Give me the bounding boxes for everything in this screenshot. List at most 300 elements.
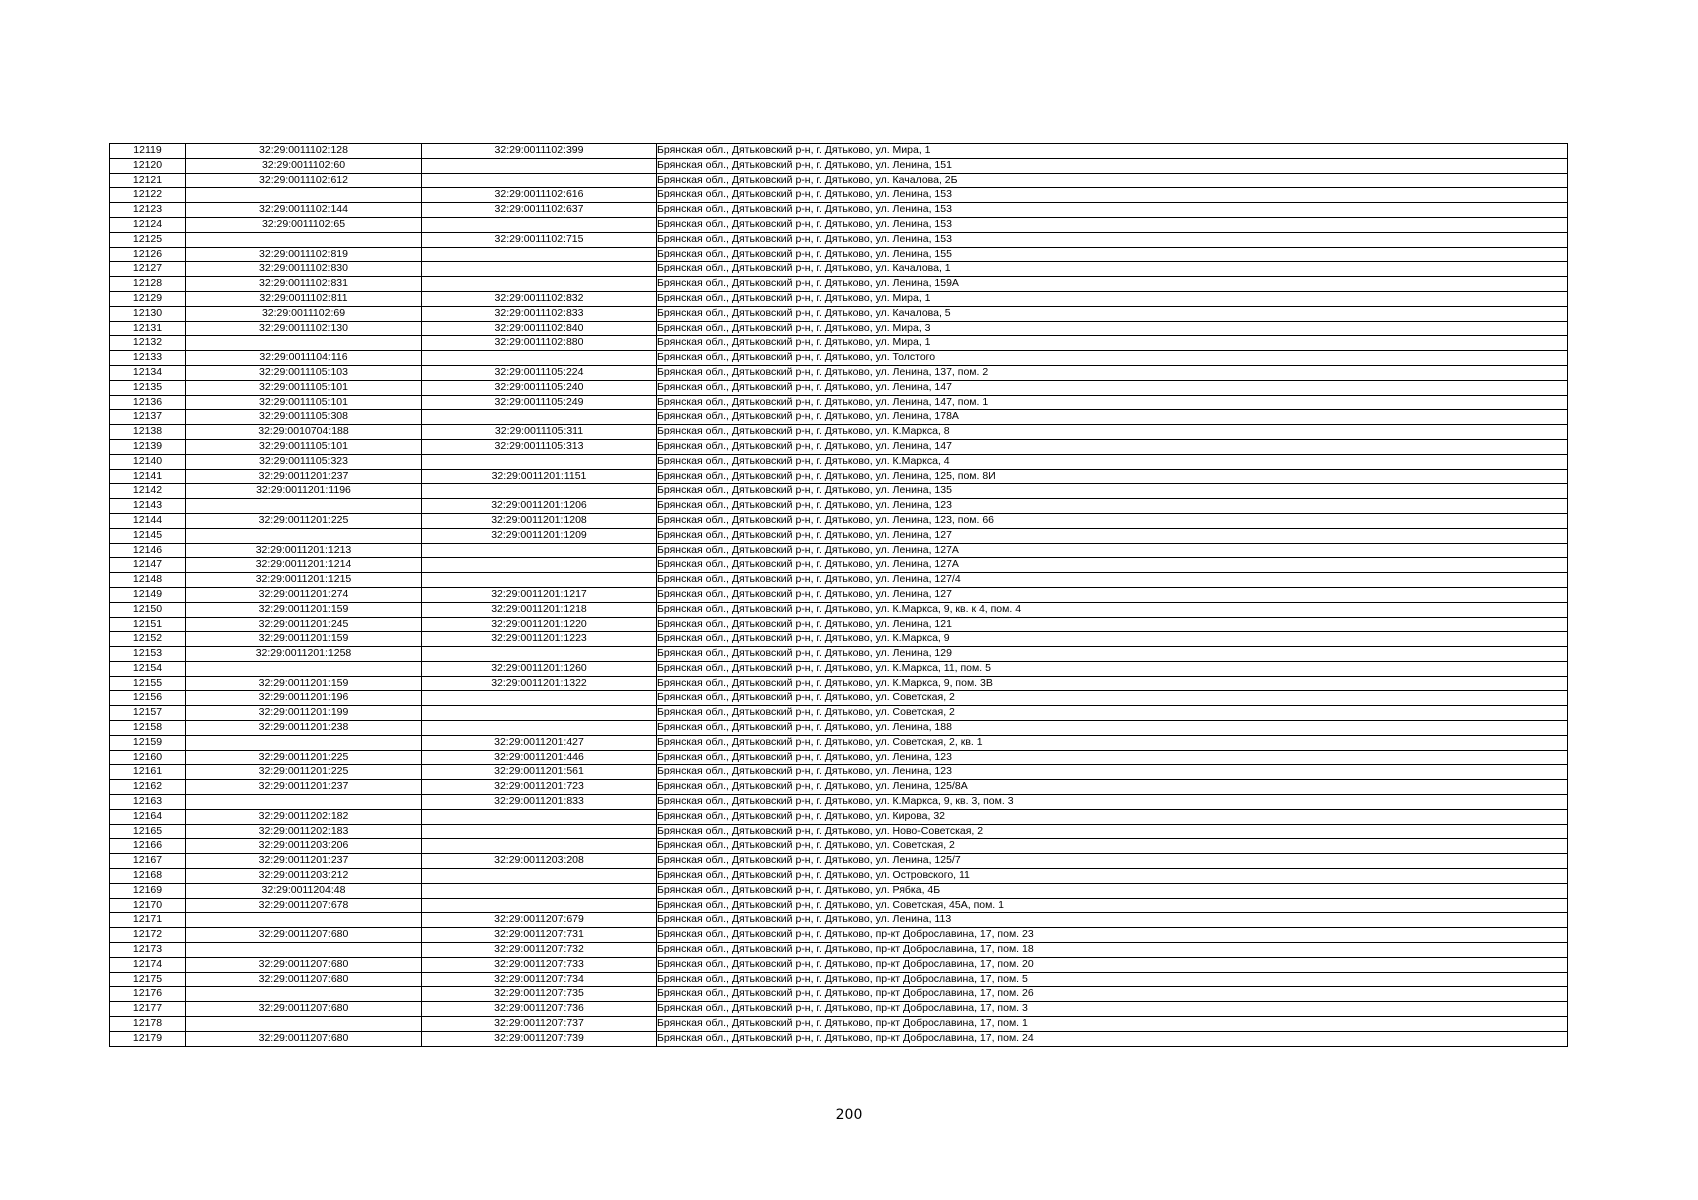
parcel-cadastral-number-cell: 32:29:0011102:811 — [186, 291, 422, 306]
parcel-cadastral-number-cell: 32:29:0011201:159 — [186, 632, 422, 647]
parcel-cadastral-number-cell: 32:29:0011207:680 — [186, 957, 422, 972]
object-cadastral-number-cell: 32:29:0011207:737 — [422, 1017, 657, 1032]
parcel-cadastral-number-cell: 32:29:0011201:237 — [186, 854, 422, 869]
row-number-cell: 12143 — [110, 499, 186, 514]
address-cell: Брянская обл., Дятьковский р-н, г. Дятьково, пр-кт Доброславина, 17, пом. 26 — [657, 987, 1568, 1002]
address-cell: Брянская обл., Дятьковский р-н, г. Дятьково, ул. Ленина, 155 — [657, 247, 1568, 262]
address-cell: Брянская обл., Дятьковский р-н, г. Дятьково, ул. К.Маркса, 11, пом. 5 — [657, 661, 1568, 676]
parcel-cadastral-number-cell: 32:29:0011201:225 — [186, 765, 422, 780]
address-cell: Брянская обл., Дятьковский р-н, г. Дятьково, ул. К.Маркса, 9 — [657, 632, 1568, 647]
row-number-cell: 12152 — [110, 632, 186, 647]
row-number-cell: 12123 — [110, 203, 186, 218]
row-number-cell: 12144 — [110, 513, 186, 528]
parcel-cadastral-number-cell: 32:29:0011201:274 — [186, 587, 422, 602]
row-number-cell: 12126 — [110, 247, 186, 262]
object-cadastral-number-cell — [422, 351, 657, 366]
object-cadastral-number-cell: 32:29:0011201:1220 — [422, 617, 657, 632]
object-cadastral-number-cell: 32:29:0011201:1260 — [422, 661, 657, 676]
parcel-cadastral-number-cell: 32:29:0011203:206 — [186, 839, 422, 854]
table-row — [110, 647, 1568, 662]
address-cell: Брянская обл., Дятьковский р-н, г. Дятьково, ул. Мира, 1 — [657, 144, 1568, 159]
object-cadastral-number-cell — [422, 277, 657, 292]
row-number-cell: 12164 — [110, 809, 186, 824]
row-number-cell: 12176 — [110, 987, 186, 1002]
row-number-cell: 12145 — [110, 528, 186, 543]
address-cell: Брянская обл., Дятьковский р-н, г. Дятьково, ул. Ленина, 135 — [657, 484, 1568, 499]
table-row — [110, 987, 1568, 1002]
object-cadastral-number-cell — [422, 869, 657, 884]
address-cell: Брянская обл., Дятьковский р-н, г. Дятьково, ул. К.Маркса, 4 — [657, 454, 1568, 469]
row-number-cell: 12127 — [110, 262, 186, 277]
object-cadastral-number-cell: 32:29:0011207:739 — [422, 1031, 657, 1046]
address-cell: Брянская обл., Дятьковский р-н, г. Дятьково, ул. Ленина, 123 — [657, 765, 1568, 780]
table-row — [110, 410, 1568, 425]
parcel-cadastral-number-cell — [186, 661, 422, 676]
table-row — [110, 898, 1568, 913]
row-number-cell: 12124 — [110, 217, 186, 232]
address-cell: Брянская обл., Дятьковский р-н, г. Дятьково, ул. Советская, 2 — [657, 839, 1568, 854]
object-cadastral-number-cell — [422, 558, 657, 573]
address-cell: Брянская обл., Дятьковский р-н, г. Дятьково, ул. Мира, 1 — [657, 336, 1568, 351]
parcel-cadastral-number-cell: 32:29:0011105:103 — [186, 365, 422, 380]
address-cell: Брянская обл., Дятьковский р-н, г. Дятьково, ул. Ленина, 125/7 — [657, 854, 1568, 869]
row-number-cell: 12169 — [110, 883, 186, 898]
parcel-cadastral-number-cell: 32:29:0011201:1214 — [186, 558, 422, 573]
object-cadastral-number-cell: 32:29:0011207:735 — [422, 987, 657, 1002]
object-cadastral-number-cell: 32:29:0011201:1218 — [422, 602, 657, 617]
address-cell: Брянская обл., Дятьковский р-н, г. Дятьково, пр-кт Доброславина, 17, пом. 20 — [657, 957, 1568, 972]
row-number-cell: 12133 — [110, 351, 186, 366]
row-number-cell: 12129 — [110, 291, 186, 306]
row-number-cell: 12153 — [110, 647, 186, 662]
object-cadastral-number-cell: 32:29:0011201:1208 — [422, 513, 657, 528]
parcel-cadastral-number-cell: 32:29:0011201:159 — [186, 602, 422, 617]
row-number-cell: 12179 — [110, 1031, 186, 1046]
table-row — [110, 706, 1568, 721]
address-cell: Брянская обл., Дятьковский р-н, г. Дятьково, ул. К.Маркса, 9, кв. 3, пом. 3 — [657, 795, 1568, 810]
address-cell: Брянская обл., Дятьковский р-н, г. Дятьково, ул. Ленина, 153 — [657, 232, 1568, 247]
address-cell: Брянская обл., Дятьковский р-н, г. Дятьково, ул. К.Маркса, 9, кв. к 4, пом. 4 — [657, 602, 1568, 617]
row-number-cell: 12173 — [110, 943, 186, 958]
table-row — [110, 957, 1568, 972]
parcel-cadastral-number-cell — [186, 1017, 422, 1032]
row-number-cell: 12141 — [110, 469, 186, 484]
parcel-cadastral-number-cell: 32:29:0010704:188 — [186, 425, 422, 440]
parcel-cadastral-number-cell: 32:29:0011102:60 — [186, 158, 422, 173]
row-number-cell: 12158 — [110, 721, 186, 736]
object-cadastral-number-cell: 32:29:0011207:679 — [422, 913, 657, 928]
registry-sheet — [109, 143, 1567, 1047]
object-cadastral-number-cell: 32:29:0011102:832 — [422, 291, 657, 306]
row-number-cell: 12138 — [110, 425, 186, 440]
row-number-cell: 12170 — [110, 898, 186, 913]
parcel-cadastral-number-cell: 32:29:0011204:48 — [186, 883, 422, 898]
address-cell: Брянская обл., Дятьковский р-н, г. Дятьково, ул. Островского, 11 — [657, 869, 1568, 884]
parcel-cadastral-number-cell: 32:29:0011201:245 — [186, 617, 422, 632]
address-cell: Брянская обл., Дятьковский р-н, г. Дятьково, ул. Ленина, 178А — [657, 410, 1568, 425]
table-row — [110, 232, 1568, 247]
table-row — [110, 380, 1568, 395]
object-cadastral-number-cell — [422, 158, 657, 173]
parcel-cadastral-number-cell: 32:29:0011102:69 — [186, 306, 422, 321]
table-row — [110, 750, 1568, 765]
parcel-cadastral-number-cell: 32:29:0011102:65 — [186, 217, 422, 232]
address-cell: Брянская обл., Дятьковский р-н, г. Дятьково, ул. Ленина, 123 — [657, 750, 1568, 765]
table-row — [110, 765, 1568, 780]
table-row — [110, 188, 1568, 203]
parcel-cadastral-number-cell: 32:29:0011201:1258 — [186, 647, 422, 662]
object-cadastral-number-cell: 32:29:0011207:734 — [422, 972, 657, 987]
address-cell: Брянская обл., Дятьковский р-н, г. Дятьково, ул. Ленина, 159А — [657, 277, 1568, 292]
table-row — [110, 158, 1568, 173]
table-row — [110, 809, 1568, 824]
object-cadastral-number-cell: 32:29:0011102:399 — [422, 144, 657, 159]
row-number-cell: 12125 — [110, 232, 186, 247]
table-row — [110, 691, 1568, 706]
page-number: 200 — [835, 1107, 863, 1123]
table-row — [110, 173, 1568, 188]
table-row — [110, 573, 1568, 588]
row-number-cell: 12135 — [110, 380, 186, 395]
address-cell: Брянская обл., Дятьковский р-н, г. Дятьково, пр-кт Доброславина, 17, пом. 24 — [657, 1031, 1568, 1046]
parcel-cadastral-number-cell — [186, 913, 422, 928]
object-cadastral-number-cell — [422, 573, 657, 588]
address-cell: Брянская обл., Дятьковский р-н, г. Дятьково, ул. Мира, 3 — [657, 321, 1568, 336]
table-row — [110, 839, 1568, 854]
table-row — [110, 676, 1568, 691]
parcel-cadastral-number-cell: 32:29:0011104:116 — [186, 351, 422, 366]
row-number-cell: 12160 — [110, 750, 186, 765]
object-cadastral-number-cell — [422, 883, 657, 898]
parcel-cadastral-number-cell: 32:29:0011201:1213 — [186, 543, 422, 558]
table-row — [110, 262, 1568, 277]
address-cell: Брянская обл., Дятьковский р-н, г. Дятьково, ул. К.Маркса, 9, пом. 3В — [657, 676, 1568, 691]
object-cadastral-number-cell — [422, 647, 657, 662]
object-cadastral-number-cell: 32:29:0011102:880 — [422, 336, 657, 351]
parcel-cadastral-number-cell: 32:29:0011102:128 — [186, 144, 422, 159]
parcel-cadastral-number-cell: 32:29:0011201:237 — [186, 469, 422, 484]
row-number-cell: 12130 — [110, 306, 186, 321]
table-row — [110, 454, 1568, 469]
parcel-cadastral-number-cell: 32:29:0011202:182 — [186, 809, 422, 824]
address-cell: Брянская обл., Дятьковский р-н, г. Дятьково, ул. Советская, 2 — [657, 691, 1568, 706]
object-cadastral-number-cell: 32:29:0011102:833 — [422, 306, 657, 321]
address-cell: Брянская обл., Дятьковский р-н, г. Дятьково, пр-кт Доброславина, 17, пом. 5 — [657, 972, 1568, 987]
parcel-cadastral-number-cell: 32:29:0011102:144 — [186, 203, 422, 218]
table-row — [110, 632, 1568, 647]
table-row — [110, 943, 1568, 958]
object-cadastral-number-cell: 32:29:0011105:249 — [422, 395, 657, 410]
object-cadastral-number-cell: 32:29:0011201:723 — [422, 780, 657, 795]
parcel-cadastral-number-cell: 32:29:0011207:678 — [186, 898, 422, 913]
row-number-cell: 12161 — [110, 765, 186, 780]
row-number-cell: 12159 — [110, 735, 186, 750]
object-cadastral-number-cell: 32:29:0011102:616 — [422, 188, 657, 203]
table-row — [110, 795, 1568, 810]
object-cadastral-number-cell — [422, 839, 657, 854]
address-cell: Брянская обл., Дятьковский р-н, г. Дятьково, ул. Ленина, 125, пом. 8И — [657, 469, 1568, 484]
object-cadastral-number-cell — [422, 410, 657, 425]
parcel-cadastral-number-cell — [186, 943, 422, 958]
address-cell: Брянская обл., Дятьковский р-н, г. Дятьково, ул. Ново-Советская, 2 — [657, 824, 1568, 839]
object-cadastral-number-cell: 32:29:0011105:311 — [422, 425, 657, 440]
address-cell: Брянская обл., Дятьковский р-н, г. Дятьково, ул. Качалова, 5 — [657, 306, 1568, 321]
parcel-cadastral-number-cell — [186, 336, 422, 351]
address-cell: Брянская обл., Дятьковский р-н, г. Дятьково, ул. Ленина, 147, пом. 1 — [657, 395, 1568, 410]
address-cell: Брянская обл., Дятьковский р-н, г. Дятьково, ул. К.Маркса, 8 — [657, 425, 1568, 440]
parcel-cadastral-number-cell: 32:29:0011203:212 — [186, 869, 422, 884]
parcel-cadastral-number-cell — [186, 499, 422, 514]
table-row — [110, 869, 1568, 884]
table-row — [110, 913, 1568, 928]
row-number-cell: 12155 — [110, 676, 186, 691]
parcel-cadastral-number-cell: 32:29:0011102:130 — [186, 321, 422, 336]
table-row — [110, 543, 1568, 558]
table-row — [110, 395, 1568, 410]
address-cell: Брянская обл., Дятьковский р-н, г. Дятьково, ул. Мира, 1 — [657, 291, 1568, 306]
parcel-cadastral-number-cell — [186, 528, 422, 543]
table-row — [110, 824, 1568, 839]
object-cadastral-number-cell: 32:29:0011102:715 — [422, 232, 657, 247]
parcel-cadastral-number-cell: 32:29:0011105:308 — [186, 410, 422, 425]
parcel-cadastral-number-cell: 32:29:0011105:101 — [186, 380, 422, 395]
table-row — [110, 721, 1568, 736]
table-row — [110, 306, 1568, 321]
parcel-cadastral-number-cell: 32:29:0011201:199 — [186, 706, 422, 721]
table-row — [110, 425, 1568, 440]
table-row — [110, 735, 1568, 750]
object-cadastral-number-cell: 32:29:0011102:637 — [422, 203, 657, 218]
row-number-cell: 12151 — [110, 617, 186, 632]
row-number-cell: 12171 — [110, 913, 186, 928]
parcel-cadastral-number-cell: 32:29:0011102:819 — [186, 247, 422, 262]
object-cadastral-number-cell: 32:29:0011207:736 — [422, 1002, 657, 1017]
object-cadastral-number-cell: 32:29:0011201:1217 — [422, 587, 657, 602]
object-cadastral-number-cell — [422, 706, 657, 721]
row-number-cell: 12154 — [110, 661, 186, 676]
object-cadastral-number-cell: 32:29:0011207:733 — [422, 957, 657, 972]
row-number-cell: 12120 — [110, 158, 186, 173]
address-cell: Брянская обл., Дятьковский р-н, г. Дятьково, пр-кт Доброславина, 17, пом. 18 — [657, 943, 1568, 958]
address-cell: Брянская обл., Дятьковский р-н, г. Дятьково, пр-кт Доброславина, 17, пом. 3 — [657, 1002, 1568, 1017]
row-number-cell: 12148 — [110, 573, 186, 588]
table-row — [110, 217, 1568, 232]
row-number-cell: 12165 — [110, 824, 186, 839]
table-row — [110, 247, 1568, 262]
table-row — [110, 336, 1568, 351]
table-row — [110, 780, 1568, 795]
address-cell: Брянская обл., Дятьковский р-н, г. Дятьково, ул. Ленина, 127/4 — [657, 573, 1568, 588]
table-row — [110, 1031, 1568, 1046]
object-cadastral-number-cell — [422, 543, 657, 558]
parcel-cadastral-number-cell — [186, 232, 422, 247]
parcel-cadastral-number-cell: 32:29:0011102:612 — [186, 173, 422, 188]
row-number-cell: 12137 — [110, 410, 186, 425]
row-number-cell: 12150 — [110, 602, 186, 617]
address-cell: Брянская обл., Дятьковский р-н, г. Дятьково, ул. Кирова, 32 — [657, 809, 1568, 824]
row-number-cell: 12177 — [110, 1002, 186, 1017]
table-row — [110, 469, 1568, 484]
address-cell: Брянская обл., Дятьковский р-н, г. Дятьково, ул. Ленина, 123 — [657, 499, 1568, 514]
parcel-cadastral-number-cell: 32:29:0011102:831 — [186, 277, 422, 292]
table-row — [110, 617, 1568, 632]
table-row — [110, 365, 1568, 380]
table-row — [110, 439, 1568, 454]
table-row — [110, 499, 1568, 514]
object-cadastral-number-cell: 32:29:0011102:840 — [422, 321, 657, 336]
table-row — [110, 1017, 1568, 1032]
row-number-cell: 12166 — [110, 839, 186, 854]
row-number-cell: 12174 — [110, 957, 186, 972]
object-cadastral-number-cell: 32:29:0011201:1223 — [422, 632, 657, 647]
parcel-cadastral-number-cell: 32:29:0011201:238 — [186, 721, 422, 736]
table-row — [110, 602, 1568, 617]
object-cadastral-number-cell — [422, 173, 657, 188]
address-cell: Брянская обл., Дятьковский р-н, г. Дятьково, ул. Ленина, 151 — [657, 158, 1568, 173]
address-cell: Брянская обл., Дятьковский р-н, г. Дятьково, ул. Ленина, 188 — [657, 721, 1568, 736]
address-cell: Брянская обл., Дятьковский р-н, г. Дятьково, ул. Ленина, 125/8А — [657, 780, 1568, 795]
parcel-cadastral-number-cell: 32:29:0011207:680 — [186, 1031, 422, 1046]
address-cell: Брянская обл., Дятьковский р-н, г. Дятьково, ул. Ленина, 129 — [657, 647, 1568, 662]
parcel-cadastral-number-cell: 32:29:0011105:101 — [186, 395, 422, 410]
address-cell: Брянская обл., Дятьковский р-н, г. Дятьково, ул. Советская, 2, кв. 1 — [657, 735, 1568, 750]
parcel-cadastral-number-cell — [186, 987, 422, 1002]
object-cadastral-number-cell: 32:29:0011207:732 — [422, 943, 657, 958]
address-cell: Брянская обл., Дятьковский р-н, г. Дятьково, ул. Ленина, 127А — [657, 543, 1568, 558]
row-number-cell: 12119 — [110, 144, 186, 159]
address-cell: Брянская обл., Дятьковский р-н, г. Дятьково, ул. Ленина, 127А — [657, 558, 1568, 573]
row-number-cell: 12172 — [110, 928, 186, 943]
object-cadastral-number-cell: 32:29:0011201:561 — [422, 765, 657, 780]
row-number-cell: 12128 — [110, 277, 186, 292]
parcel-cadastral-number-cell: 32:29:0011207:680 — [186, 1002, 422, 1017]
row-number-cell: 12134 — [110, 365, 186, 380]
table-row — [110, 528, 1568, 543]
parcel-cadastral-number-cell: 32:29:0011105:101 — [186, 439, 422, 454]
address-cell: Брянская обл., Дятьковский р-н, г. Дятьково, ул. Советская, 2 — [657, 706, 1568, 721]
row-number-cell: 12156 — [110, 691, 186, 706]
parcel-cadastral-number-cell: 32:29:0011201:1215 — [186, 573, 422, 588]
object-cadastral-number-cell — [422, 484, 657, 499]
address-cell: Брянская обл., Дятьковский р-н, г. Дятьково, ул. Ленина, 137, пом. 2 — [657, 365, 1568, 380]
object-cadastral-number-cell — [422, 824, 657, 839]
address-cell: Брянская обл., Дятьковский р-н, г. Дятьково, пр-кт Доброславина, 17, пом. 23 — [657, 928, 1568, 943]
object-cadastral-number-cell: 32:29:0011201:427 — [422, 735, 657, 750]
address-cell: Брянская обл., Дятьковский р-н, г. Дятьково, ул. Советская, 45А, пом. 1 — [657, 898, 1568, 913]
parcel-cadastral-number-cell: 32:29:0011201:237 — [186, 780, 422, 795]
address-cell: Брянская обл., Дятьковский р-н, г. Дятьково, ул. Ленина, 113 — [657, 913, 1568, 928]
object-cadastral-number-cell — [422, 217, 657, 232]
address-cell: Брянская обл., Дятьковский р-н, г. Дятьково, ул. Рябка, 4Б — [657, 883, 1568, 898]
parcel-cadastral-number-cell: 32:29:0011105:323 — [186, 454, 422, 469]
address-cell: Брянская обл., Дятьковский р-н, г. Дятьково, ул. Ленина, 147 — [657, 380, 1568, 395]
parcel-cadastral-number-cell: 32:29:0011207:680 — [186, 928, 422, 943]
object-cadastral-number-cell: 32:29:0011201:1322 — [422, 676, 657, 691]
table-row — [110, 883, 1568, 898]
table-row — [110, 587, 1568, 602]
row-number-cell: 12178 — [110, 1017, 186, 1032]
address-cell: Брянская обл., Дятьковский р-н, г. Дятьково, ул. Ленина, 153 — [657, 188, 1568, 203]
row-number-cell: 12121 — [110, 173, 186, 188]
parcel-cadastral-number-cell — [186, 188, 422, 203]
parcel-cadastral-number-cell: 32:29:0011201:159 — [186, 676, 422, 691]
address-cell: Брянская обл., Дятьковский р-н, г. Дятьково, ул. Ленина, 147 — [657, 439, 1568, 454]
registry-table — [109, 143, 1568, 1047]
table-row — [110, 144, 1568, 159]
object-cadastral-number-cell: 32:29:0011203:208 — [422, 854, 657, 869]
table-row — [110, 321, 1568, 336]
table-row — [110, 291, 1568, 306]
row-number-cell: 12162 — [110, 780, 186, 795]
table-row — [110, 972, 1568, 987]
parcel-cadastral-number-cell: 32:29:0011207:680 — [186, 972, 422, 987]
parcel-cadastral-number-cell: 32:29:0011202:183 — [186, 824, 422, 839]
object-cadastral-number-cell — [422, 898, 657, 913]
object-cadastral-number-cell: 32:29:0011207:731 — [422, 928, 657, 943]
row-number-cell: 12163 — [110, 795, 186, 810]
object-cadastral-number-cell: 32:29:0011105:313 — [422, 439, 657, 454]
object-cadastral-number-cell: 32:29:0011105:240 — [422, 380, 657, 395]
object-cadastral-number-cell: 32:29:0011105:224 — [422, 365, 657, 380]
table-row — [110, 277, 1568, 292]
table-row — [110, 1002, 1568, 1017]
row-number-cell: 12167 — [110, 854, 186, 869]
object-cadastral-number-cell — [422, 721, 657, 736]
registry-table-body — [110, 144, 1568, 1047]
parcel-cadastral-number-cell: 32:29:0011201:1196 — [186, 484, 422, 499]
row-number-cell: 12136 — [110, 395, 186, 410]
address-cell: Брянская обл., Дятьковский р-н, г. Дятьково, ул. Ленина, 153 — [657, 217, 1568, 232]
object-cadastral-number-cell: 32:29:0011201:1206 — [422, 499, 657, 514]
table-row — [110, 661, 1568, 676]
row-number-cell: 12147 — [110, 558, 186, 573]
row-number-cell: 12122 — [110, 188, 186, 203]
parcel-cadastral-number-cell: 32:29:0011102:830 — [186, 262, 422, 277]
table-row — [110, 351, 1568, 366]
address-cell: Брянская обл., Дятьковский р-н, г. Дятьково, ул. Качалова, 1 — [657, 262, 1568, 277]
object-cadastral-number-cell — [422, 262, 657, 277]
object-cadastral-number-cell: 32:29:0011201:1151 — [422, 469, 657, 484]
object-cadastral-number-cell — [422, 691, 657, 706]
row-number-cell: 12157 — [110, 706, 186, 721]
address-cell: Брянская обл., Дятьковский р-н, г. Дятьково, ул. Ленина, 121 — [657, 617, 1568, 632]
parcel-cadastral-number-cell — [186, 795, 422, 810]
object-cadastral-number-cell — [422, 809, 657, 824]
object-cadastral-number-cell: 32:29:0011201:446 — [422, 750, 657, 765]
row-number-cell: 12146 — [110, 543, 186, 558]
table-row — [110, 203, 1568, 218]
table-row — [110, 484, 1568, 499]
address-cell: Брянская обл., Дятьковский р-н, г. Дятьково, ул. Ленина, 153 — [657, 203, 1568, 218]
table-row — [110, 513, 1568, 528]
row-number-cell: 12168 — [110, 869, 186, 884]
object-cadastral-number-cell: 32:29:0011201:1209 — [422, 528, 657, 543]
row-number-cell: 12140 — [110, 454, 186, 469]
table-row — [110, 854, 1568, 869]
address-cell: Брянская обл., Дятьковский р-н, г. Дятьково, ул. Толстого — [657, 351, 1568, 366]
row-number-cell: 12142 — [110, 484, 186, 499]
address-cell: Брянская обл., Дятьковский р-н, г. Дятьково, ул. Ленина, 123, пом. 66 — [657, 513, 1568, 528]
row-number-cell: 12132 — [110, 336, 186, 351]
table-row — [110, 558, 1568, 573]
row-number-cell: 12175 — [110, 972, 186, 987]
object-cadastral-number-cell — [422, 454, 657, 469]
row-number-cell: 12131 — [110, 321, 186, 336]
parcel-cadastral-number-cell: 32:29:0011201:196 — [186, 691, 422, 706]
row-number-cell: 12139 — [110, 439, 186, 454]
object-cadastral-number-cell: 32:29:0011201:833 — [422, 795, 657, 810]
table-row — [110, 928, 1568, 943]
